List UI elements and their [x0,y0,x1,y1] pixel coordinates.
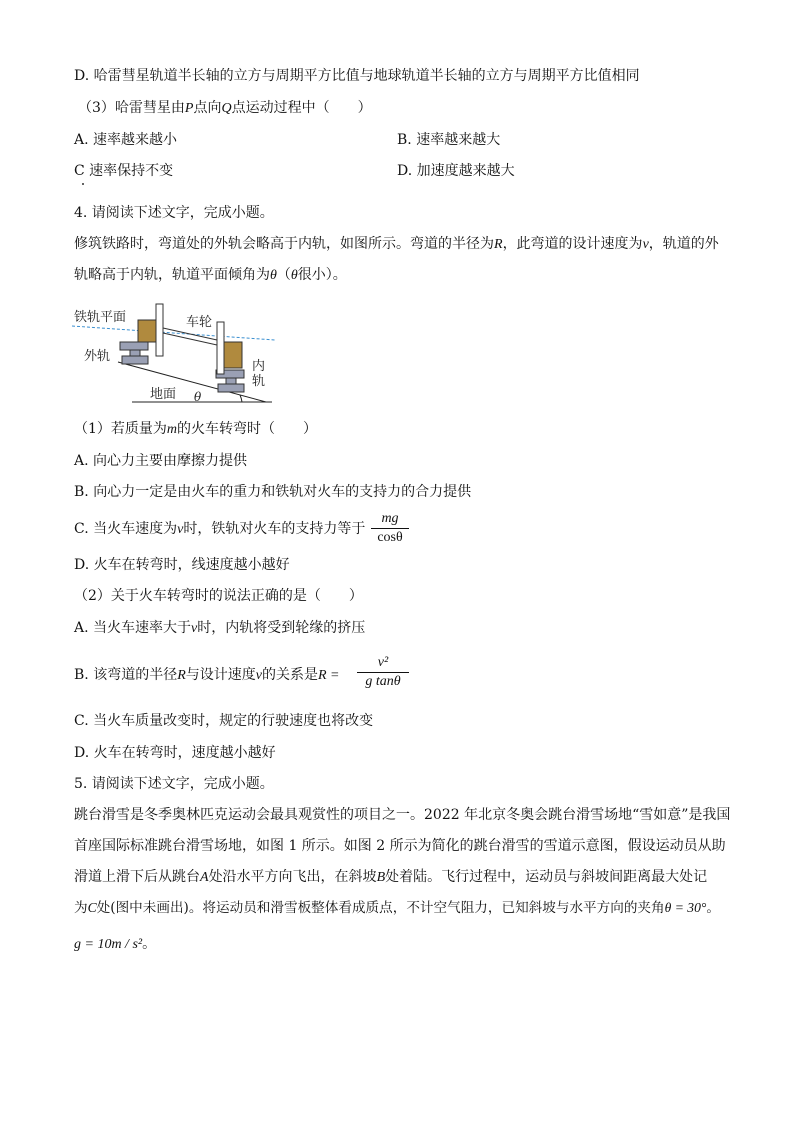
fraction-bar [357,672,409,673]
q5-l3-b: 处沿水平方向飞出，在斜坡 [208,869,377,885]
theta-arc [240,395,242,402]
q4-sub1-option-b[interactable]: B. 向心力一定是由火车的重力和铁轨对火车的支持力的合力提供 [74,484,472,500]
q3-stem-c: 点运动过程中（ ） [231,100,372,116]
q4-sub2-a-v: v [191,621,198,636]
label-inner-rail-1: 内 [252,359,266,374]
q4-sub1-mass: m [166,422,178,437]
q5-paragraph-line4 [74,899,720,917]
q4-p2-theta2: θ [290,268,298,283]
outer-rail [120,342,148,364]
q2-option-d[interactable]: D. 哈雷彗星轨道半长轴的立方与周期平方比值与地球轨道半长轴的立方与周期平方比值相同 [74,68,640,84]
q3-option-c[interactable]: C 速率保持不变 [74,163,174,179]
q4-sub1-option-d[interactable]: D. 火车在转弯时，线速度越小越好 [74,557,290,573]
q5-paragraph-line3 [74,868,707,887]
stray-dot [82,183,84,185]
q5-l4-point-c: C [87,900,97,915]
q4-sub1-c-b: 时，铁轨对火车的支持力等于 [183,521,366,537]
q5-l3-a: 滑道上滑下后从跳台 [74,869,200,885]
q4-sub1-stem-a: （1）若质量为 [74,421,167,437]
q3-stem-a: （3）哈雷彗星由 [78,100,185,116]
q4-sub2-option-b[interactable] [74,666,339,685]
q4-sub1-option-a[interactable]: A. 向心力主要由摩擦力提供 [74,453,248,469]
q3-stem-b: 点向 [193,100,222,116]
q5-l4-b: 处(图中未画出)。将运动员和滑雪板整体看成质点，不计空气阻力，已知斜坡与水平方向的夹角 [96,900,665,916]
q3-option-b[interactable]: B. 速率越来越大 [397,132,501,148]
q5-l4-a: 为 [74,900,88,916]
q4-sub2-a-a: A. 当火车速率大于 [74,620,192,636]
q4-p2-c: 很小）。 [297,267,347,283]
q4-sub1-c-v: v [177,522,184,537]
rail-plane-dashed-line [72,326,275,340]
q4-sub2-option-a[interactable] [74,619,365,638]
fraction-numerator: mg [381,511,399,526]
q4-sub1-c-a: C. 当火车速度为 [74,521,178,537]
fraction-denominator: cosθ [377,530,403,545]
q4-header: 4. 请阅读下述文字，完成小题。 [74,205,274,221]
q3-point-q: Q [221,101,232,116]
q4-p1-r: R [494,237,503,252]
q5-l5-c: 。 [142,936,157,952]
fraction-denominator: g tanθ [365,674,401,689]
q4-sub2-b-a: B. 该弯道的半径 [74,667,178,683]
q5-paragraph-line5 [74,935,156,954]
q3-option-d[interactable]: D. 加速度越来越大 [397,163,515,179]
label-wheel: 车轮 [186,315,213,330]
q4-p2-theta: θ [270,268,277,283]
fraction-mg-over-cos-theta [371,511,409,546]
q3-option-a[interactable]: A. 速率越来越小 [74,132,178,148]
q4-sub2-stem: （2）关于火车转弯时的说法正确的是（ ） [74,588,363,604]
label-ground: 地面 [150,387,177,402]
q3-stem [78,99,372,118]
label-outer-rail: 外轨 [84,349,111,364]
q4-paragraph-line2 [74,266,347,285]
q4-p1-b: ，此弯道的设计速度为 [502,236,643,252]
fraction-v2-over-gtan-theta [357,655,409,690]
q4-p2-b: （ [276,267,291,283]
q5-paragraph-line2: 首座国际标准跳台滑雪场地，如图 1 所示。如图 2 所示为简化的跳台滑雪的雪道示意图，假设运动员从助 [74,838,726,854]
q4-sub2-b-c: 的关系是 [261,667,318,683]
q5-l4-c: 。 [706,900,720,916]
q5-l4-theta-eq: θ = 30° [664,900,707,915]
q4-sub1-stem [74,420,317,439]
q4-sub2-b-r: R [177,668,186,683]
q4-sub1-option-c[interactable] [74,520,365,539]
q5-l3-point-b: B [376,870,386,885]
label-rail-plane: 铁轨平面 [74,310,127,325]
q4-paragraph-line1 [74,235,719,254]
q4-sub2-b-eq: R = [317,668,340,683]
q5-paragraph-line1: 跳台滑雪是冬季奥林匹克运动会最具观赏性的项目之一。2022 年北京冬奥会跳台滑雪场地“雪如意”是我国 [74,807,731,823]
q4-p1-c: ，轨道的外 [648,236,719,252]
inner-wheel [217,322,242,374]
label-theta: θ [194,390,202,404]
railway-curve-figure [70,296,285,408]
q4-p2-a: 轨略高于内轨，轨道平面倾角为 [74,267,270,283]
q4-sub2-option-c[interactable]: C. 当火车质量改变时，规定的行驶速度也将改变 [74,713,374,729]
fraction-bar [371,528,409,529]
q4-sub1-stem-b: 的火车转弯时（ ） [177,421,318,437]
q4-p1-a: 修筑铁路时，弯道处的外轨会略高于内轨，如图所示。弯道的半径为 [74,236,494,252]
q5-header: 5. 请阅读下述文字，完成小题。 [74,776,274,792]
q5-l3-point-a: A [200,870,209,885]
q4-sub2-b-b: 与设计速度 [185,667,256,683]
label-inner-rail-2: 轨 [252,374,266,389]
q5-gravity-eq: g = 10m / s² [74,937,143,952]
q3-point-p: P [184,101,194,116]
incline-line [118,362,266,402]
q4-sub2-option-d[interactable]: D. 火车在转弯时，速度越小越好 [74,745,276,761]
fraction-numerator: v² [377,655,389,670]
q4-p1-v: v [642,237,649,252]
q4-sub2-b-v: v [255,668,262,683]
q4-sub2-a-b: 时，内轨将受到轮缘的挤压 [197,620,366,636]
axle-bottom [163,333,217,345]
q5-l3-c: 处着陆。飞行过程中，运动员与斜坡间距离最大处记 [385,869,708,885]
